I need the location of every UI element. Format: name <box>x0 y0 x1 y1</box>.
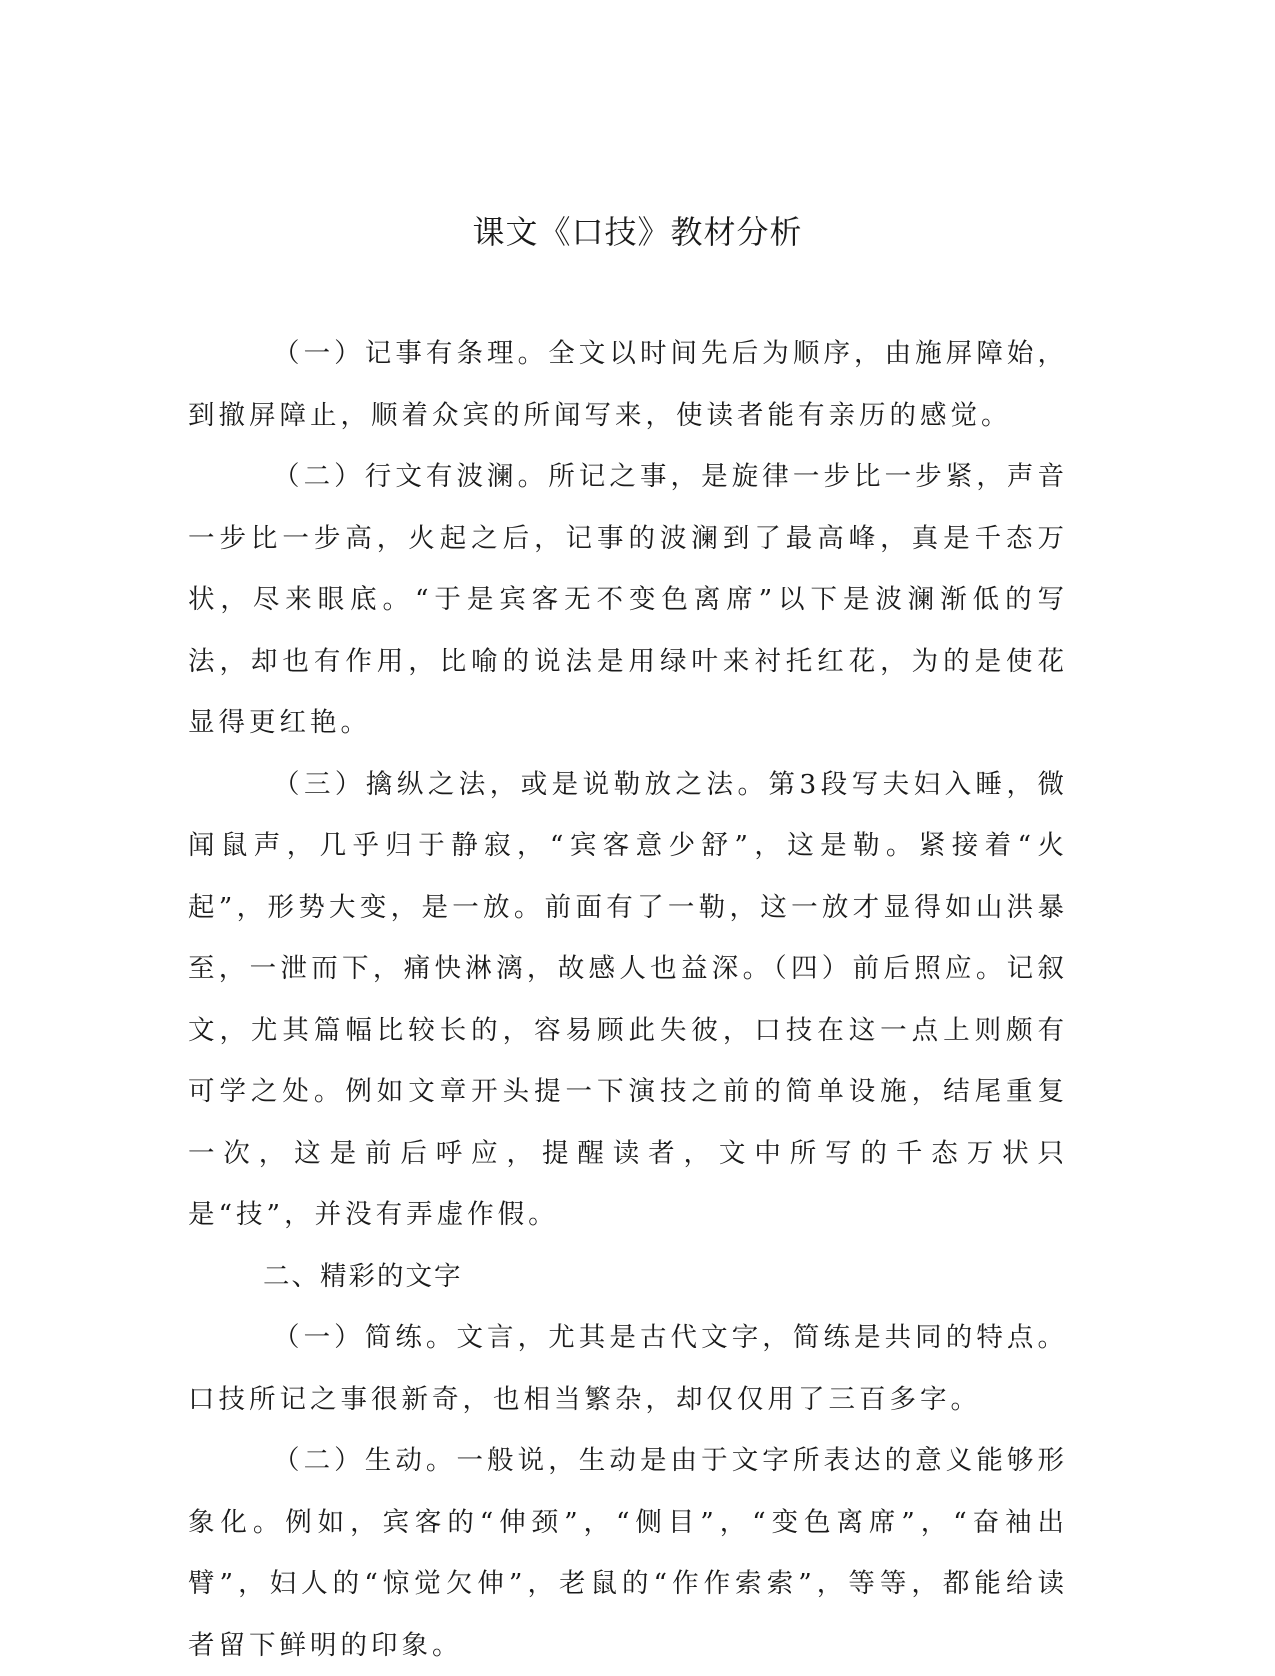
page-title: 课文《口技》教材分析 <box>472 213 803 251</box>
paragraph-organization: （一）记事有条理。全文以时间先后为顺序，由施屏障始，到撤屏障止，顺着众宾的所闻写来，使读者能有亲历的感觉。 <box>188 338 1068 431</box>
paragraph-vivid: （二）生动。一般说，生动是由于文字所表达的意义能够形象化。例如，宾客的“伸颈”，“侧目”，“变色离席”，“奋袖出臂”，妇人的“惊觉欠伸”，老鼠的“作作索索”，等等，都能给读者留下鲜明的印象。 <box>188 1445 1068 1661</box>
document-body <box>188 323 1068 1676</box>
paragraph-concise: （一）简练。文言，尤其是古代文字，简练是共同的特点。口技所记之事很新奇，也相当繁杂，却仅仅用了三百多字。 <box>188 1322 1068 1415</box>
paragraph-restraint-release: （三）擒纵之法，或是说勒放之法。第3段写夫妇入睡，微闻鼠声，几乎归于静寂，“宾客意少舒”，这是勒。紧接着“火起”，形势大变，是一放。前面有了一勒，这一放才显得如山洪暴至，一泄而下，痛快淋漓，故感人也益深。（四）前后照应。记叙文，尤其篇幅比较长的，容易顾此失彼，口技在这一点上则颇有可学之处。例如文章开头提一下演技之前的简单设施，结尾重复一次，这是前后呼应，提醒读者，文中所写的千态万状只是“技”，并没有弄虚作假。 <box>188 768 1068 1230</box>
section-heading-wonderful-writing: 二、精彩的文字 <box>263 1260 463 1292</box>
paragraph-twists: （二）行文有波澜。所记之事，是旋律一步比一步紧，声音一步比一步高，火起之后，记事的波澜到了最高峰，真是千态万状，尽来眼底。“于是宾客无不变色离席”以下是波澜渐低的写法，却也有作用，比喻的说法是用绿叶来衬托红花，为的是使花显得更红艳。 <box>188 461 1068 738</box>
